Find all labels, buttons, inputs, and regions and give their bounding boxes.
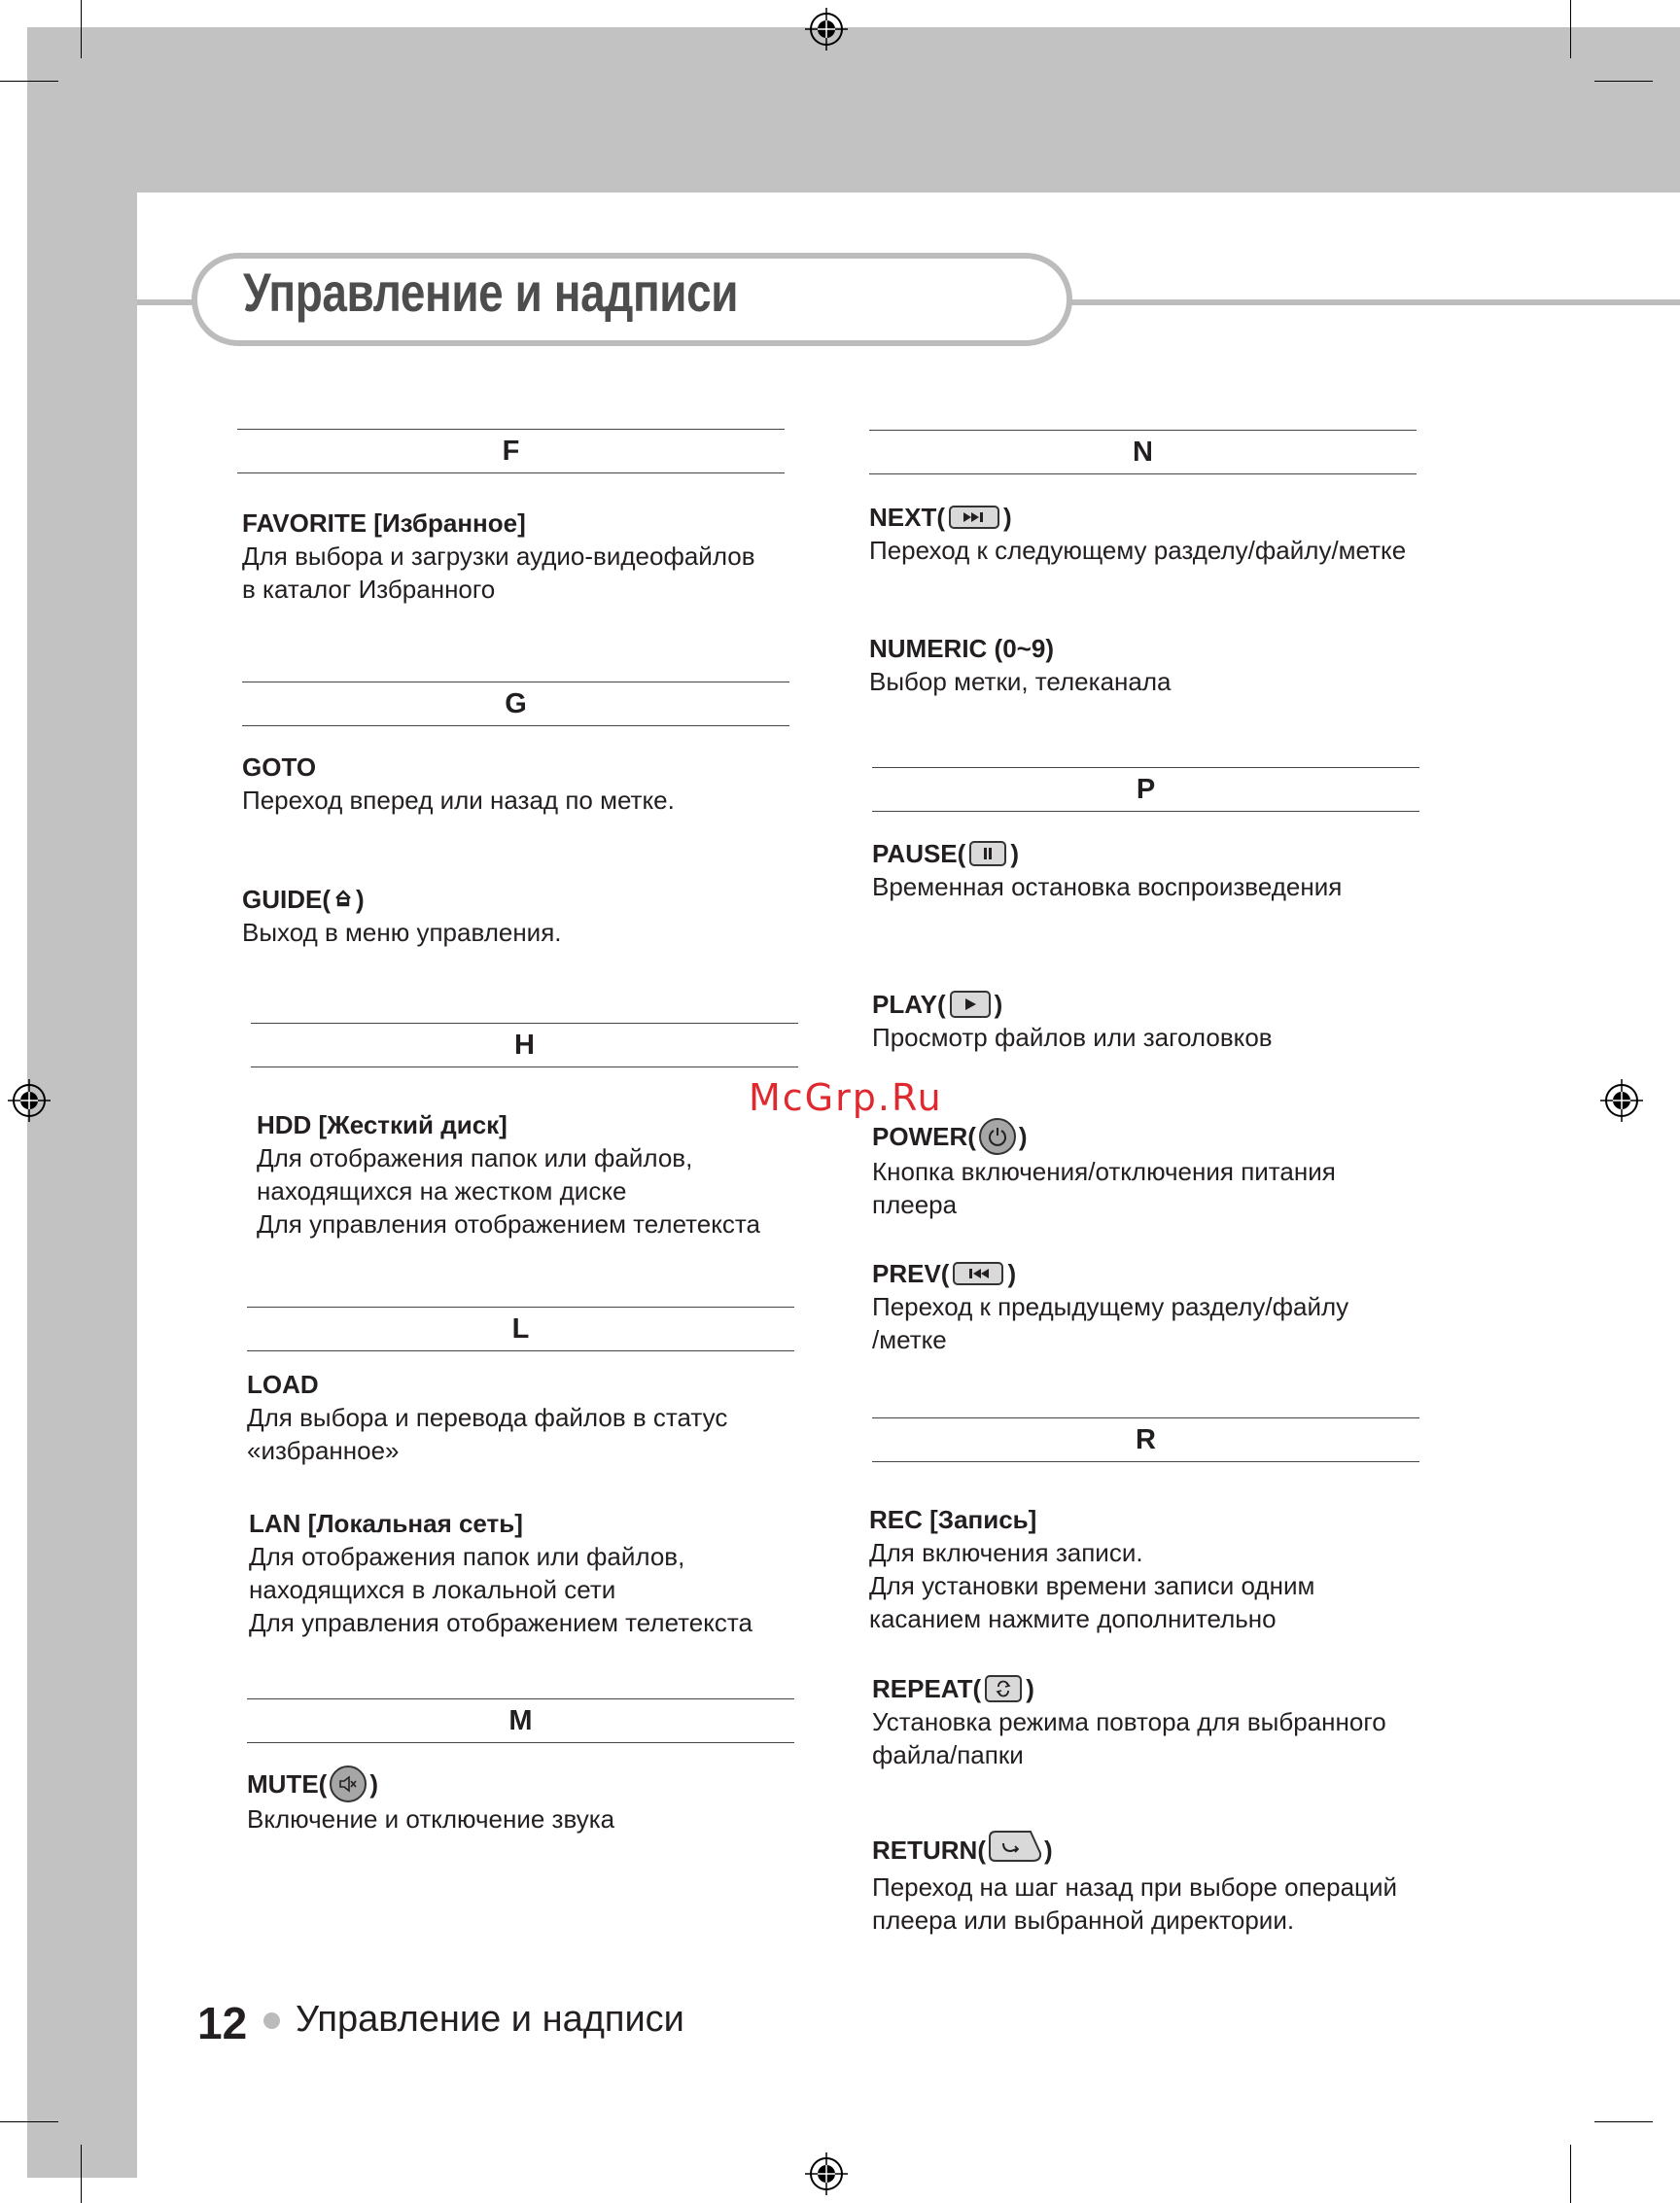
- prev-icon: [953, 1262, 1003, 1285]
- next-icon: [949, 506, 999, 529]
- entry-title-row: [872, 1830, 1397, 1871]
- entry-desc: Для управления отображением телетекста: [257, 1209, 760, 1239]
- registration-mark-icon: [8, 1079, 51, 1122]
- section-header-h: H: [251, 1023, 798, 1067]
- entry-title: LAN [Локальная сеть]: [249, 1509, 523, 1538]
- entry-title-end: ): [356, 885, 365, 914]
- entry-title: NUMERIC (0~9): [869, 634, 1054, 663]
- entry-desc: Для выбора и перевода файлов в статус: [247, 1403, 728, 1432]
- entry-desc: Для отображения папок или файлов,: [249, 1542, 685, 1571]
- entry-lan: [249, 1507, 752, 1639]
- entry-desc: Переход на шаг назад при выборе операций: [872, 1872, 1397, 1902]
- section-header-l: L: [247, 1307, 794, 1351]
- section-header-m: M: [247, 1698, 794, 1743]
- watermark-text: McGrp.Ru: [749, 1076, 943, 1119]
- entry-title: GOTO: [242, 752, 317, 782]
- section-header-n: N: [869, 430, 1417, 474]
- entry-desc: Установка режима повтора для выбранного: [872, 1707, 1386, 1736]
- entry-title: GUIDE(: [242, 885, 331, 914]
- mute-icon: [330, 1766, 367, 1802]
- section-header-p: P: [872, 767, 1419, 812]
- entry-title-end: ): [1010, 839, 1019, 868]
- entry-desc: Для выбора и загрузки аудио-видеофайлов: [242, 542, 755, 571]
- entry-hdd: [257, 1108, 760, 1241]
- entry-title-row: [247, 1766, 614, 1802]
- entry-title: POWER(: [872, 1122, 976, 1151]
- title-rule-left: [137, 299, 195, 305]
- entry-title: PLAY(: [872, 990, 946, 1019]
- entry-title-end: ): [1007, 1259, 1017, 1288]
- entry-repeat: [872, 1672, 1386, 1771]
- repeat-icon: [985, 1675, 1022, 1702]
- entry-pause: [872, 837, 1342, 903]
- entry-desc: Временная остановка воспроизведения: [872, 872, 1343, 901]
- entry-desc: касанием нажмите дополнительно: [869, 1604, 1277, 1633]
- entry-title-end: ): [1018, 1122, 1028, 1151]
- crop-mark: [1594, 81, 1653, 82]
- entry-mute: [247, 1766, 614, 1836]
- entry-desc: плеера: [872, 1190, 958, 1219]
- entry-title: MUTE(: [247, 1769, 328, 1799]
- pause-icon: [969, 841, 1006, 866]
- entry-desc: Переход вперед или назад по метке.: [242, 786, 675, 815]
- entry-desc: Кнопка включения/отключения питания: [872, 1157, 1336, 1186]
- entry-title-end: ): [369, 1769, 378, 1799]
- entry-title-row: [872, 837, 1342, 870]
- entry-desc: Переход к предыдущему разделу/файлу: [872, 1292, 1349, 1321]
- crop-mark: [0, 81, 58, 82]
- entry-title: NEXT(: [869, 503, 945, 532]
- entry-rec: [869, 1503, 1314, 1635]
- entry-goto: [242, 751, 675, 817]
- entry-desc: Для управления отображением телетекста: [249, 1608, 752, 1637]
- bullet-dot-icon: [263, 2012, 280, 2029]
- entry-title: HDD [Жесткий диск]: [257, 1110, 508, 1139]
- registration-mark-icon: [805, 8, 848, 51]
- entry-desc: Для включения записи.: [869, 1538, 1143, 1567]
- entry-desc: Выбор метки, телеканала: [869, 667, 1172, 696]
- entry-title: RETURN(: [872, 1836, 986, 1865]
- entry-load: [247, 1368, 727, 1467]
- entry-play: [872, 988, 1273, 1054]
- entry-desc: плеера или выбранной директории.: [872, 1906, 1295, 1935]
- home-icon: [334, 883, 352, 916]
- crop-mark: [0, 2121, 58, 2122]
- entry-desc: Переход к следующему разделу/файлу/метке: [869, 536, 1407, 565]
- entry-title-row: [242, 883, 562, 916]
- crop-mark: [81, 2145, 82, 2203]
- entry-favorite: [242, 507, 755, 606]
- section-header-g: G: [242, 682, 789, 726]
- entry-desc: Просмотр файлов или заголовков: [872, 1023, 1273, 1052]
- header-band: [27, 27, 1680, 192]
- power-icon: [979, 1118, 1016, 1155]
- entry-desc: «избранное»: [247, 1436, 400, 1465]
- entry-desc: Для установки времени записи одним: [869, 1571, 1315, 1600]
- registration-mark-icon: [1600, 1079, 1643, 1122]
- crop-mark: [1570, 2145, 1571, 2203]
- entry-desc: /метке: [872, 1325, 947, 1354]
- entry-numeric: [869, 632, 1172, 698]
- page-title: Управление и надписи: [243, 262, 739, 323]
- registration-mark-icon: [805, 2152, 848, 2195]
- entry-power: [872, 1118, 1336, 1221]
- crop-mark: [81, 0, 82, 58]
- return-icon: [988, 1830, 1042, 1871]
- crop-mark: [1570, 0, 1571, 58]
- entry-next: [869, 501, 1406, 567]
- footer-title: Управление и надписи: [296, 1999, 684, 2040]
- entry-title: PAUSE(: [872, 839, 966, 868]
- entry-desc: Для отображения папок или файлов,: [257, 1143, 693, 1172]
- title-rule-right: [1069, 299, 1680, 305]
- entry-return: [872, 1830, 1397, 1937]
- entry-title: REC [Запись]: [869, 1505, 1037, 1534]
- entry-prev: [872, 1257, 1348, 1356]
- entry-title-end: ): [1026, 1674, 1034, 1703]
- entry-desc: файла/папки: [872, 1740, 1024, 1769]
- entry-title-row: [869, 501, 1406, 534]
- entry-desc: находящихся в локальной сети: [249, 1575, 616, 1604]
- play-icon: [950, 991, 991, 1018]
- entry-guide: [242, 883, 562, 949]
- entry-desc: Включение и отключение звука: [247, 1804, 615, 1834]
- entry-desc: Выход в меню управления.: [242, 918, 562, 947]
- entry-title-end: ): [994, 990, 1003, 1019]
- entry-title: REPEAT(: [872, 1674, 982, 1703]
- entry-title-row: [872, 1672, 1386, 1705]
- entry-title: LOAD: [247, 1370, 319, 1399]
- entry-title-row: [872, 1257, 1348, 1290]
- crop-mark: [1594, 2121, 1653, 2122]
- entry-title-end: ): [1044, 1836, 1053, 1865]
- page-number: 12: [197, 1998, 248, 2048]
- entry-title: FAVORITE [Избранное]: [242, 508, 526, 538]
- section-header-f: F: [237, 429, 785, 473]
- entry-desc: находящихся на жестком диске: [257, 1176, 627, 1206]
- entry-title: PREV(: [872, 1259, 950, 1288]
- entry-title-row: [872, 988, 1273, 1021]
- section-header-r: R: [872, 1417, 1419, 1462]
- entry-title-row: [872, 1118, 1336, 1155]
- entry-desc: в каталог Избранного: [242, 575, 496, 604]
- entry-title-end: ): [1003, 503, 1012, 532]
